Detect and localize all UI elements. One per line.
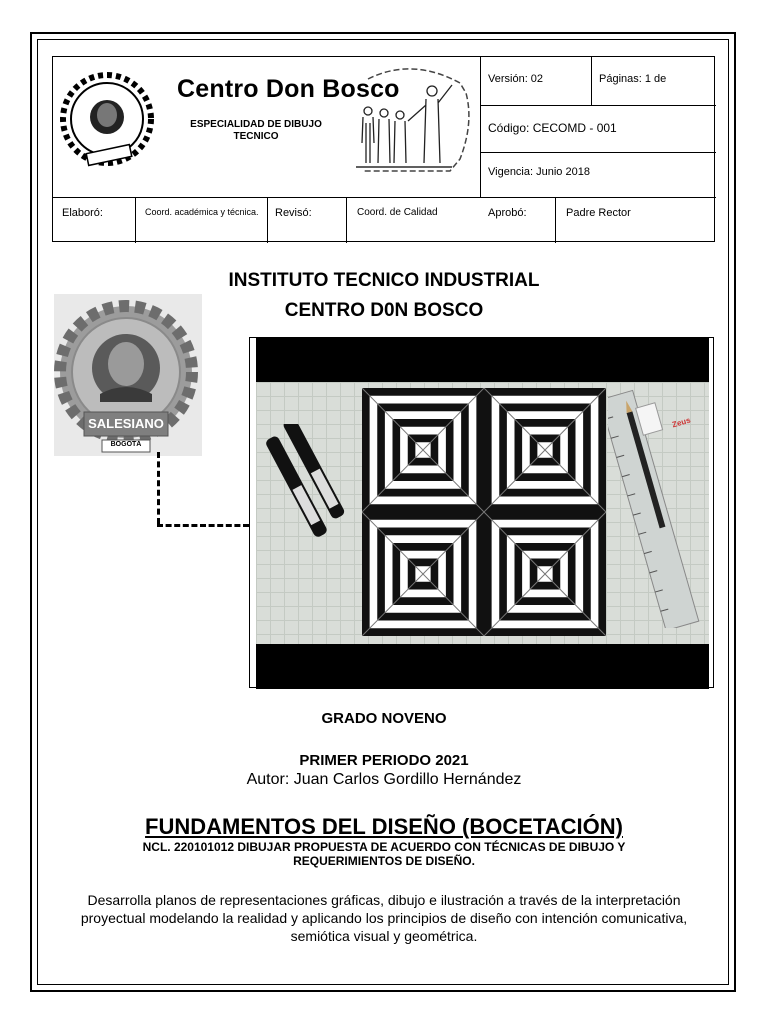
- emblem-banner-text: SALESIANO: [88, 416, 164, 431]
- brand-title: Centro Don Bosco: [177, 75, 400, 103]
- version-cell: Versión: 02: [488, 73, 544, 85]
- author-label: Autor: Juan Carlos Gordillo Hernández: [246, 771, 522, 788]
- institute-title-line1: INSTITUTO TECNICO INDUSTRIAL: [228, 270, 540, 291]
- document-header-table: [52, 56, 715, 242]
- course-title: FUNDAMENTOS DEL DISEÑO (BOCETACIÓN): [145, 814, 623, 839]
- connector-horizontal: [157, 524, 249, 527]
- code-cell: Código: CECOMD - 001: [488, 121, 617, 135]
- pages-cell: Páginas: 1 de: [599, 73, 667, 85]
- school-emblem: [54, 294, 202, 456]
- gear-silhouette-icon: [348, 63, 476, 183]
- reviso-value: Coord. de Calidad: [357, 207, 438, 218]
- institute-title-line2: CENTRO D0N BOSCO: [284, 300, 484, 321]
- don-bosco-logo: [59, 63, 159, 181]
- eraser-brand-label: Zeus: [671, 415, 692, 430]
- emblem-city-text: BOGOTÁ: [110, 441, 142, 448]
- connector-vertical: [157, 452, 160, 524]
- specialty-label: ESPECIALIDAD DE DIBUJO TECNICO: [190, 119, 322, 142]
- description-line3: semiótica visual y geométrica.: [290, 928, 478, 944]
- ncl-line1: NCL. 220101012 DIBUJAR PROPUESTA DE ACUERDO CON TÉCNICAS DE DIBUJO Y: [142, 840, 626, 854]
- description-line1: Desarrolla planos de representaciones gráficas, dibujo e ilustración a través de la interpretación: [87, 892, 681, 908]
- reviso-label: Revisó:: [275, 207, 312, 219]
- markers-image: [266, 424, 356, 564]
- ruler-pencil-image: [608, 388, 708, 628]
- description-line2: proyectual modelando la realidad y aplicando los principios de diseño con intención comunicativa,: [80, 910, 688, 926]
- optical-illusion-drawing: [362, 388, 606, 636]
- elaboro-value: Coord. académica y técnica.: [145, 207, 259, 217]
- aprobo-label: Aprobó:: [488, 207, 527, 219]
- ncl-line2: REQUERIMIENTOS DE DISEÑO.: [293, 854, 475, 868]
- grade-label: GRADO NOVENO: [321, 710, 447, 727]
- elaboro-label: Elaboró:: [62, 207, 103, 219]
- aprobo-value: Padre Rector: [566, 207, 631, 219]
- period-label: PRIMER PERIODO 2021: [299, 752, 469, 769]
- artwork-photo: [249, 337, 714, 688]
- validity-cell: Vigencia: Junio 2018: [488, 166, 590, 178]
